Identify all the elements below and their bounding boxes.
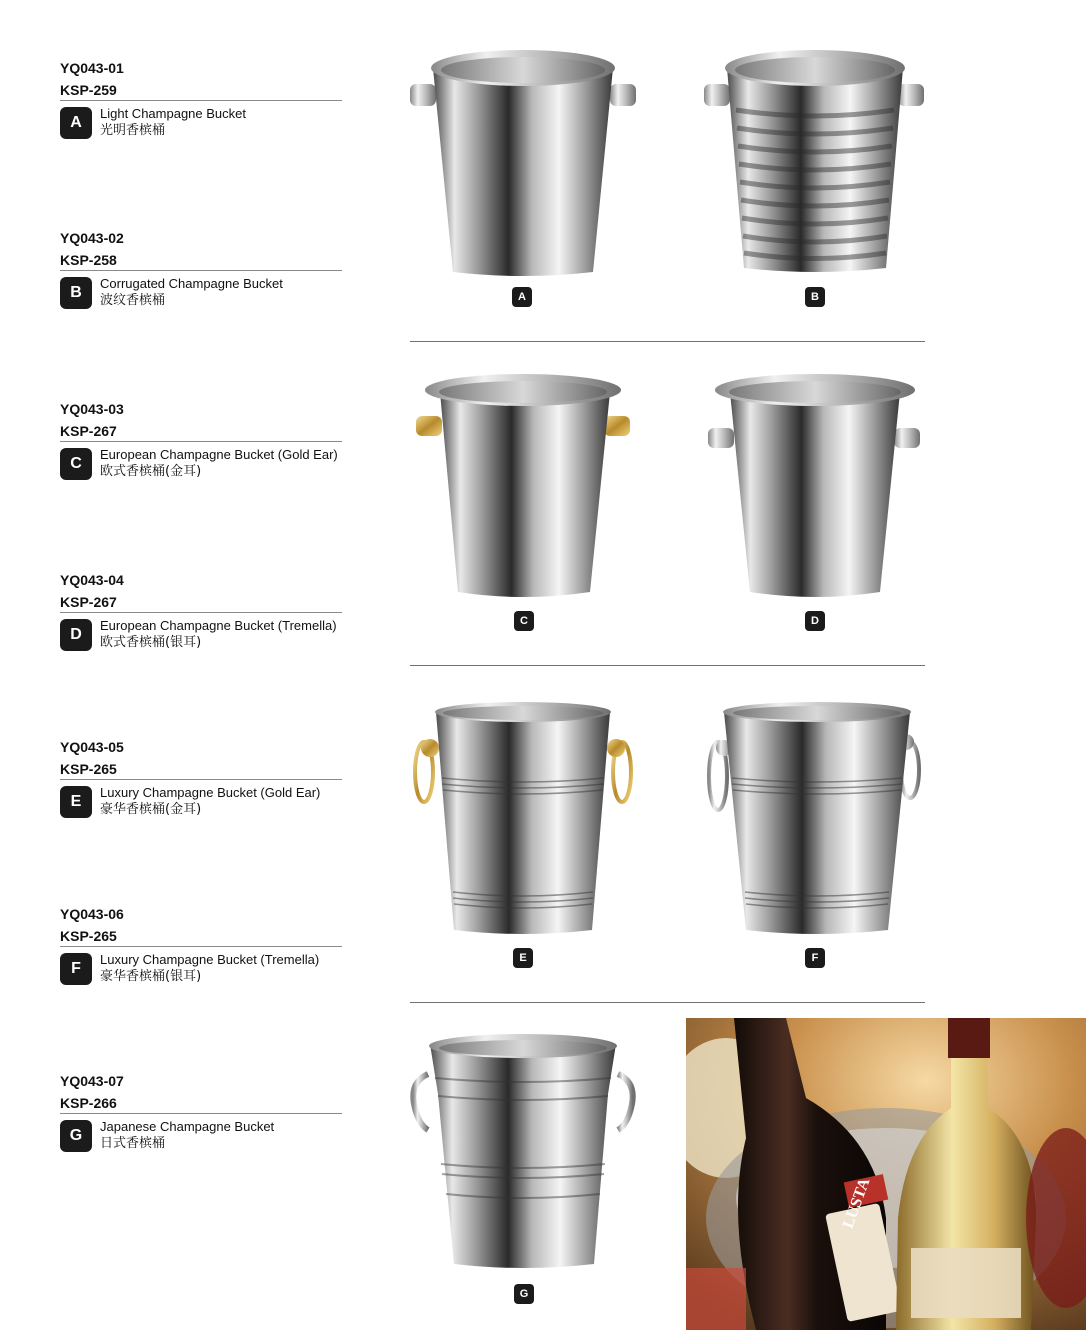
item-description [60, 951, 342, 985]
bottle-label-text: LUSTA [839, 1175, 874, 1231]
item-code: YQ043-01 [60, 60, 124, 76]
entry-c [60, 399, 342, 480]
product-label-b: B [805, 287, 825, 307]
name-zh: 波纹香槟桶 [100, 293, 166, 308]
item-description [60, 275, 342, 309]
entry-d [60, 570, 342, 651]
letter-badge: F [60, 953, 92, 985]
entry-g [60, 1071, 342, 1152]
product-label-c: C [514, 611, 534, 631]
product-image-f [700, 700, 930, 940]
divider [60, 1113, 342, 1114]
item-ksp: KSP-266 [60, 1095, 117, 1111]
name-en: Luxury Champagne Bucket (Gold Ear) [100, 785, 321, 800]
name-en: European Champagne Bucket (Tremella) [100, 618, 337, 633]
product-image-c [410, 370, 640, 610]
letter-badge: E [60, 786, 92, 818]
section-divider [410, 1002, 925, 1003]
letter-badge: G [60, 1120, 92, 1152]
divider [60, 612, 342, 613]
product-image-a [408, 40, 638, 280]
divider [60, 270, 342, 271]
product-image-g [408, 1034, 638, 1274]
name-en: Light Champagne Bucket [100, 106, 246, 121]
divider [60, 946, 342, 947]
item-ksp: KSP-267 [60, 423, 117, 439]
name-en: Corrugated Champagne Bucket [100, 276, 283, 291]
entry-b [60, 228, 342, 309]
product-image-b [700, 40, 930, 280]
item-code: YQ043-02 [60, 230, 124, 246]
item-ksp: KSP-258 [60, 252, 117, 268]
divider [60, 441, 342, 442]
item-ksp: KSP-265 [60, 761, 117, 777]
product-image-e [408, 700, 638, 940]
item-description [60, 446, 342, 480]
product-label-f: F [805, 948, 825, 968]
section-divider [410, 341, 925, 342]
item-description [60, 784, 342, 818]
product-label-d: D [805, 611, 825, 631]
section-divider [410, 665, 925, 666]
product-label-a: A [512, 287, 532, 307]
divider [60, 100, 342, 101]
name-en: Luxury Champagne Bucket (Tremella) [100, 952, 320, 967]
name-zh: 欧式香槟桶(银耳) [100, 635, 202, 650]
item-ksp: KSP-259 [60, 82, 117, 98]
name-zh: 光明香槟桶 [100, 123, 166, 138]
letter-badge: D [60, 619, 92, 651]
item-code: YQ043-06 [60, 906, 124, 922]
product-label-g: G [514, 1284, 534, 1304]
name-zh: 日式香槟桶 [100, 1136, 166, 1151]
wine-bottles-photo [686, 1018, 1086, 1330]
item-description [60, 1118, 342, 1152]
letter-badge: A [60, 107, 92, 139]
name-zh: 豪华香槟桶(金耳) [100, 802, 202, 817]
divider [60, 779, 342, 780]
item-code: YQ043-04 [60, 572, 124, 588]
product-label-e: E [513, 948, 533, 968]
entry-e [60, 737, 342, 818]
letter-badge: B [60, 277, 92, 309]
name-en: European Champagne Bucket (Gold Ear) [100, 447, 338, 462]
name-en: Japanese Champagne Bucket [100, 1119, 275, 1134]
product-image-d [700, 370, 930, 610]
item-description [60, 105, 342, 139]
item-ksp: KSP-265 [60, 928, 117, 944]
item-code: YQ043-07 [60, 1073, 124, 1089]
letter-badge: C [60, 448, 92, 480]
entry-f [60, 904, 342, 985]
item-code: YQ043-05 [60, 739, 124, 755]
name-zh: 豪华香槟桶(银耳) [100, 969, 202, 984]
item-code: YQ043-03 [60, 401, 124, 417]
name-zh: 欧式香槟桶(金耳) [100, 464, 202, 479]
entry-a [60, 58, 342, 139]
item-ksp: KSP-267 [60, 594, 117, 610]
item-description [60, 617, 342, 651]
